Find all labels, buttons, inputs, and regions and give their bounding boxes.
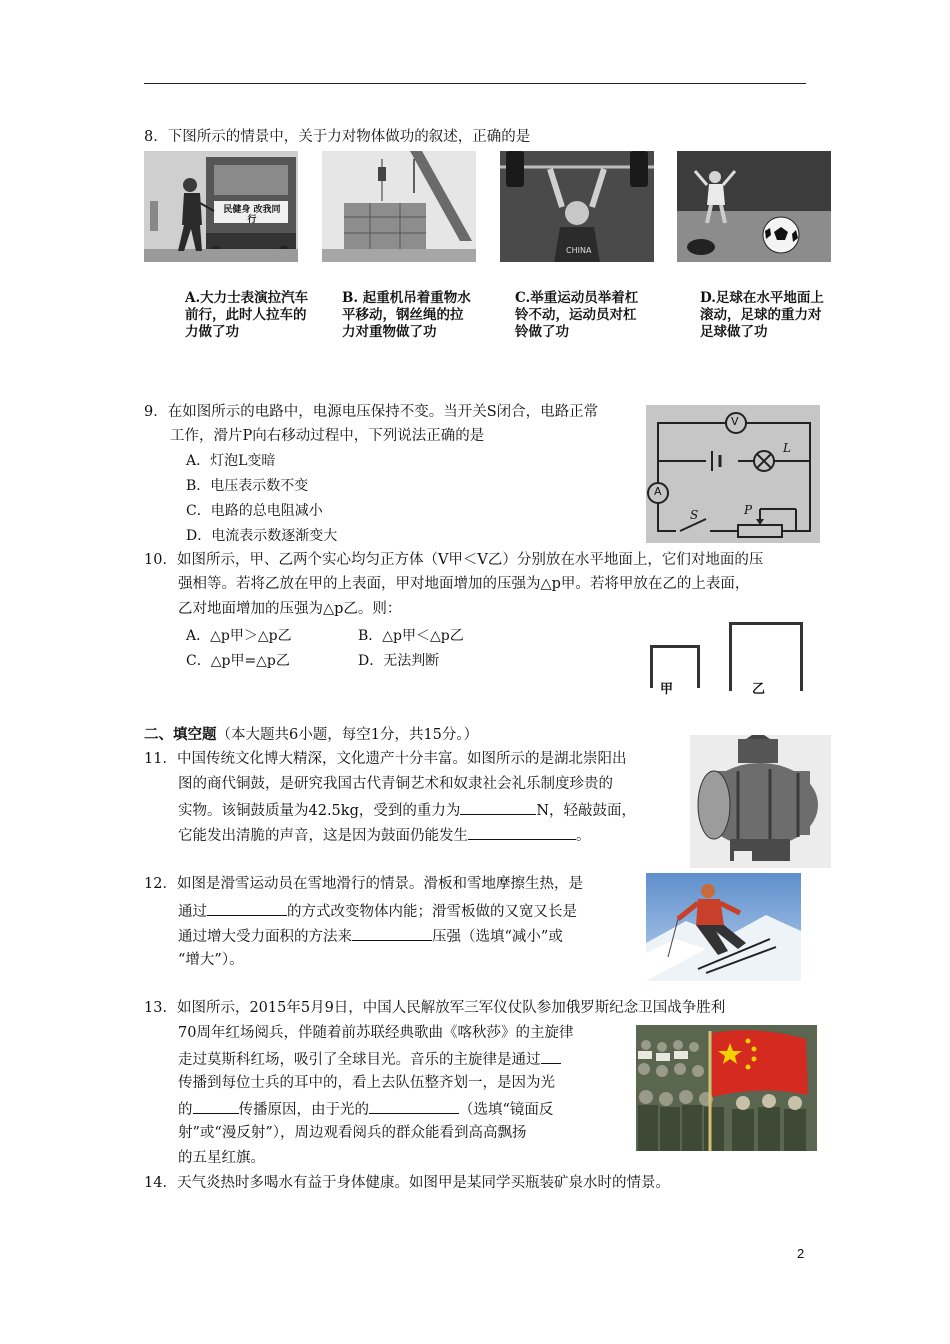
ammeter-label: A [654,485,662,498]
q13-line5-mid: 传播原因，由于光的 [238,1102,369,1118]
q9-stem-line1: 9．在如图所示的电路中，电源电压保持不变。当开关S闭合，电路正常 [144,404,599,420]
man-pulling-truck-photo [144,151,298,262]
q9-stem-line2: 工作，滑片P向右移动过程中，下列说法正确的是 [170,428,485,444]
q14-line1: 14．天气炎热时多喝水有益于身体健康。如图甲是某同学买瓶装矿泉水时的情景。 [144,1175,670,1191]
football-photo [677,151,831,262]
section-2-header [144,725,478,745]
q10-stem-line3: 乙对地面增加的压强为△p乙。则： [178,601,402,617]
q13-light-property-blank[interactable] [193,1098,239,1114]
q12-line2-tail: 的方式改变物体内能；滑雪板做的又宽又长是 [287,904,577,920]
q10-option-a: A．△p甲＞△p乙 [186,628,292,644]
q10-option-b: B．△p甲＜△p乙 [358,628,464,644]
svg-text:CHINA: CHINA [566,246,592,255]
q12-line3 [178,925,563,947]
cube-yi [729,622,803,691]
skier-photo [646,873,801,981]
q12-line4: “增大”）。 [178,952,244,968]
q11-line3 [178,799,636,821]
cube-jia-label: 甲 [660,682,674,697]
q10-stem-line1: 10．如图所示，甲、乙两个实心均匀正方体（V甲＜V乙）分别放在水平地面上，它们对地面的压 [144,552,764,568]
q12-line1: 12．如图是滑雪运动员在雪地滑行的情景。滑板和雪地摩擦生热，是 [144,876,583,892]
q13-line5-text: 的 [178,1102,193,1118]
q11-gravity-blank[interactable] [460,799,536,815]
q8-option-a: A.大力士表演拉汽车前行，此时人拉车的力做了功 [185,290,309,340]
q11-line3-text: 实物。该铜鼓质量为42.5kg，受到的重力为 [178,803,461,819]
cube-yi-label: 乙 [752,682,766,697]
crane-lifting-photo [322,151,476,262]
switch-label: S [690,508,699,522]
parade-flag-photo [636,1025,817,1151]
header-rule [144,83,806,84]
section-2-note: （本大题共6小题，每空1分，共15分。） [216,727,479,743]
q13-line5-tail: （选填“镜面反 [459,1102,554,1118]
q8-option-c: C.举重运动员举着杠铃不动，运动员对杠铃做了功 [515,290,639,340]
q13-line7: 的五星红旗。 [178,1150,265,1166]
q13-line3-text: 走过莫斯科红场，吸引了全球目光。音乐的主旋律是通过 [178,1052,541,1068]
q10-stem-line2: 强相等。若将乙放在甲的上表面，甲对地面增加的压强为△p甲。若将甲放在乙的上表面， [178,576,750,592]
q12-line3-tail: 压强（选填“减小”或 [432,929,563,945]
q10-option-d: D．无法判断 [358,653,440,669]
q13-line6: 射”或“漫反射”），周边观看阅兵的群众能看到高高飘扬 [178,1125,527,1141]
voltmeter-label: V [731,415,739,428]
truck-banner-text: 民健身 改我同行 [223,205,281,225]
q8-stem: 8．下图所示的情景中，关于力对物体做功的叙述，正确的是 [144,129,531,145]
bronze-drum-photo [690,735,831,868]
q12-line2 [178,900,577,922]
weightlifter-photo [500,151,654,262]
page-number: 2 [797,1246,805,1261]
q13-line4: 传播到每位士兵的耳中的，看上去队伍整齐划一，是因为光 [178,1075,555,1091]
q9-option-b: B．电压表示数不变 [186,478,309,494]
q13-line3 [178,1048,561,1070]
q9-circuit-diagram [646,405,820,543]
q11-line2: 图的商代铜鼓，是研究我国古代青铜艺术和奴隶社会礼乐制度珍贵的 [178,776,613,792]
q10-option-c: C．△p甲=△p乙 [186,653,290,669]
q11-line3-tail: N，轻敲鼓面， [536,803,637,819]
q11-vibration-blank[interactable] [468,824,576,840]
q9-option-c: C．电路的总电阻减小 [186,503,323,519]
q8-option-d: D.足球在水平地面上滚动，足球的重力对足球做了功 [700,290,824,340]
q11-line1: 11．中国传统文化博大精深，文化遗产十分丰富。如图所示的是湖北崇阳出 [144,751,627,767]
q13-line1: 13．如图所示，2015年5月9日，中国人民解放军三军仪仗队参加俄罗斯纪念卫国战争胜利 [144,1000,726,1016]
q9-option-d: D．电流表示数逐渐变大 [186,528,338,544]
q9-option-a: A．灯泡L变暗 [186,453,276,469]
q12-line2-text: 通过 [178,904,207,920]
q11-line4 [178,824,591,846]
q8-option-b: B. 起重机吊着重物水平移动，钢丝绳的拉力对重物做了功 [342,290,471,340]
slider-label: P [744,503,753,517]
q11-line4-tail: 。 [576,828,591,844]
cube-jia [650,645,700,688]
q13-reflection-blank[interactable] [369,1098,459,1114]
q13-line5 [178,1098,553,1120]
q13-line2: 70周年红场阅兵，伴随着前苏联经典歌曲《喀秋莎》的主旋律 [178,1025,574,1041]
q12-method-blank[interactable] [207,900,287,916]
lamp-label: L [783,441,791,455]
q12-pressure-blank[interactable] [352,925,432,941]
q11-line4-text: 它能发出清脆的声音，这是因为鼓面仍能发生 [178,828,468,844]
q13-medium-blank[interactable] [541,1048,561,1064]
section-2-heading: 二、填空题 [144,726,217,743]
q12-line3-text: 通过增大受力面积的方法来 [178,929,352,945]
